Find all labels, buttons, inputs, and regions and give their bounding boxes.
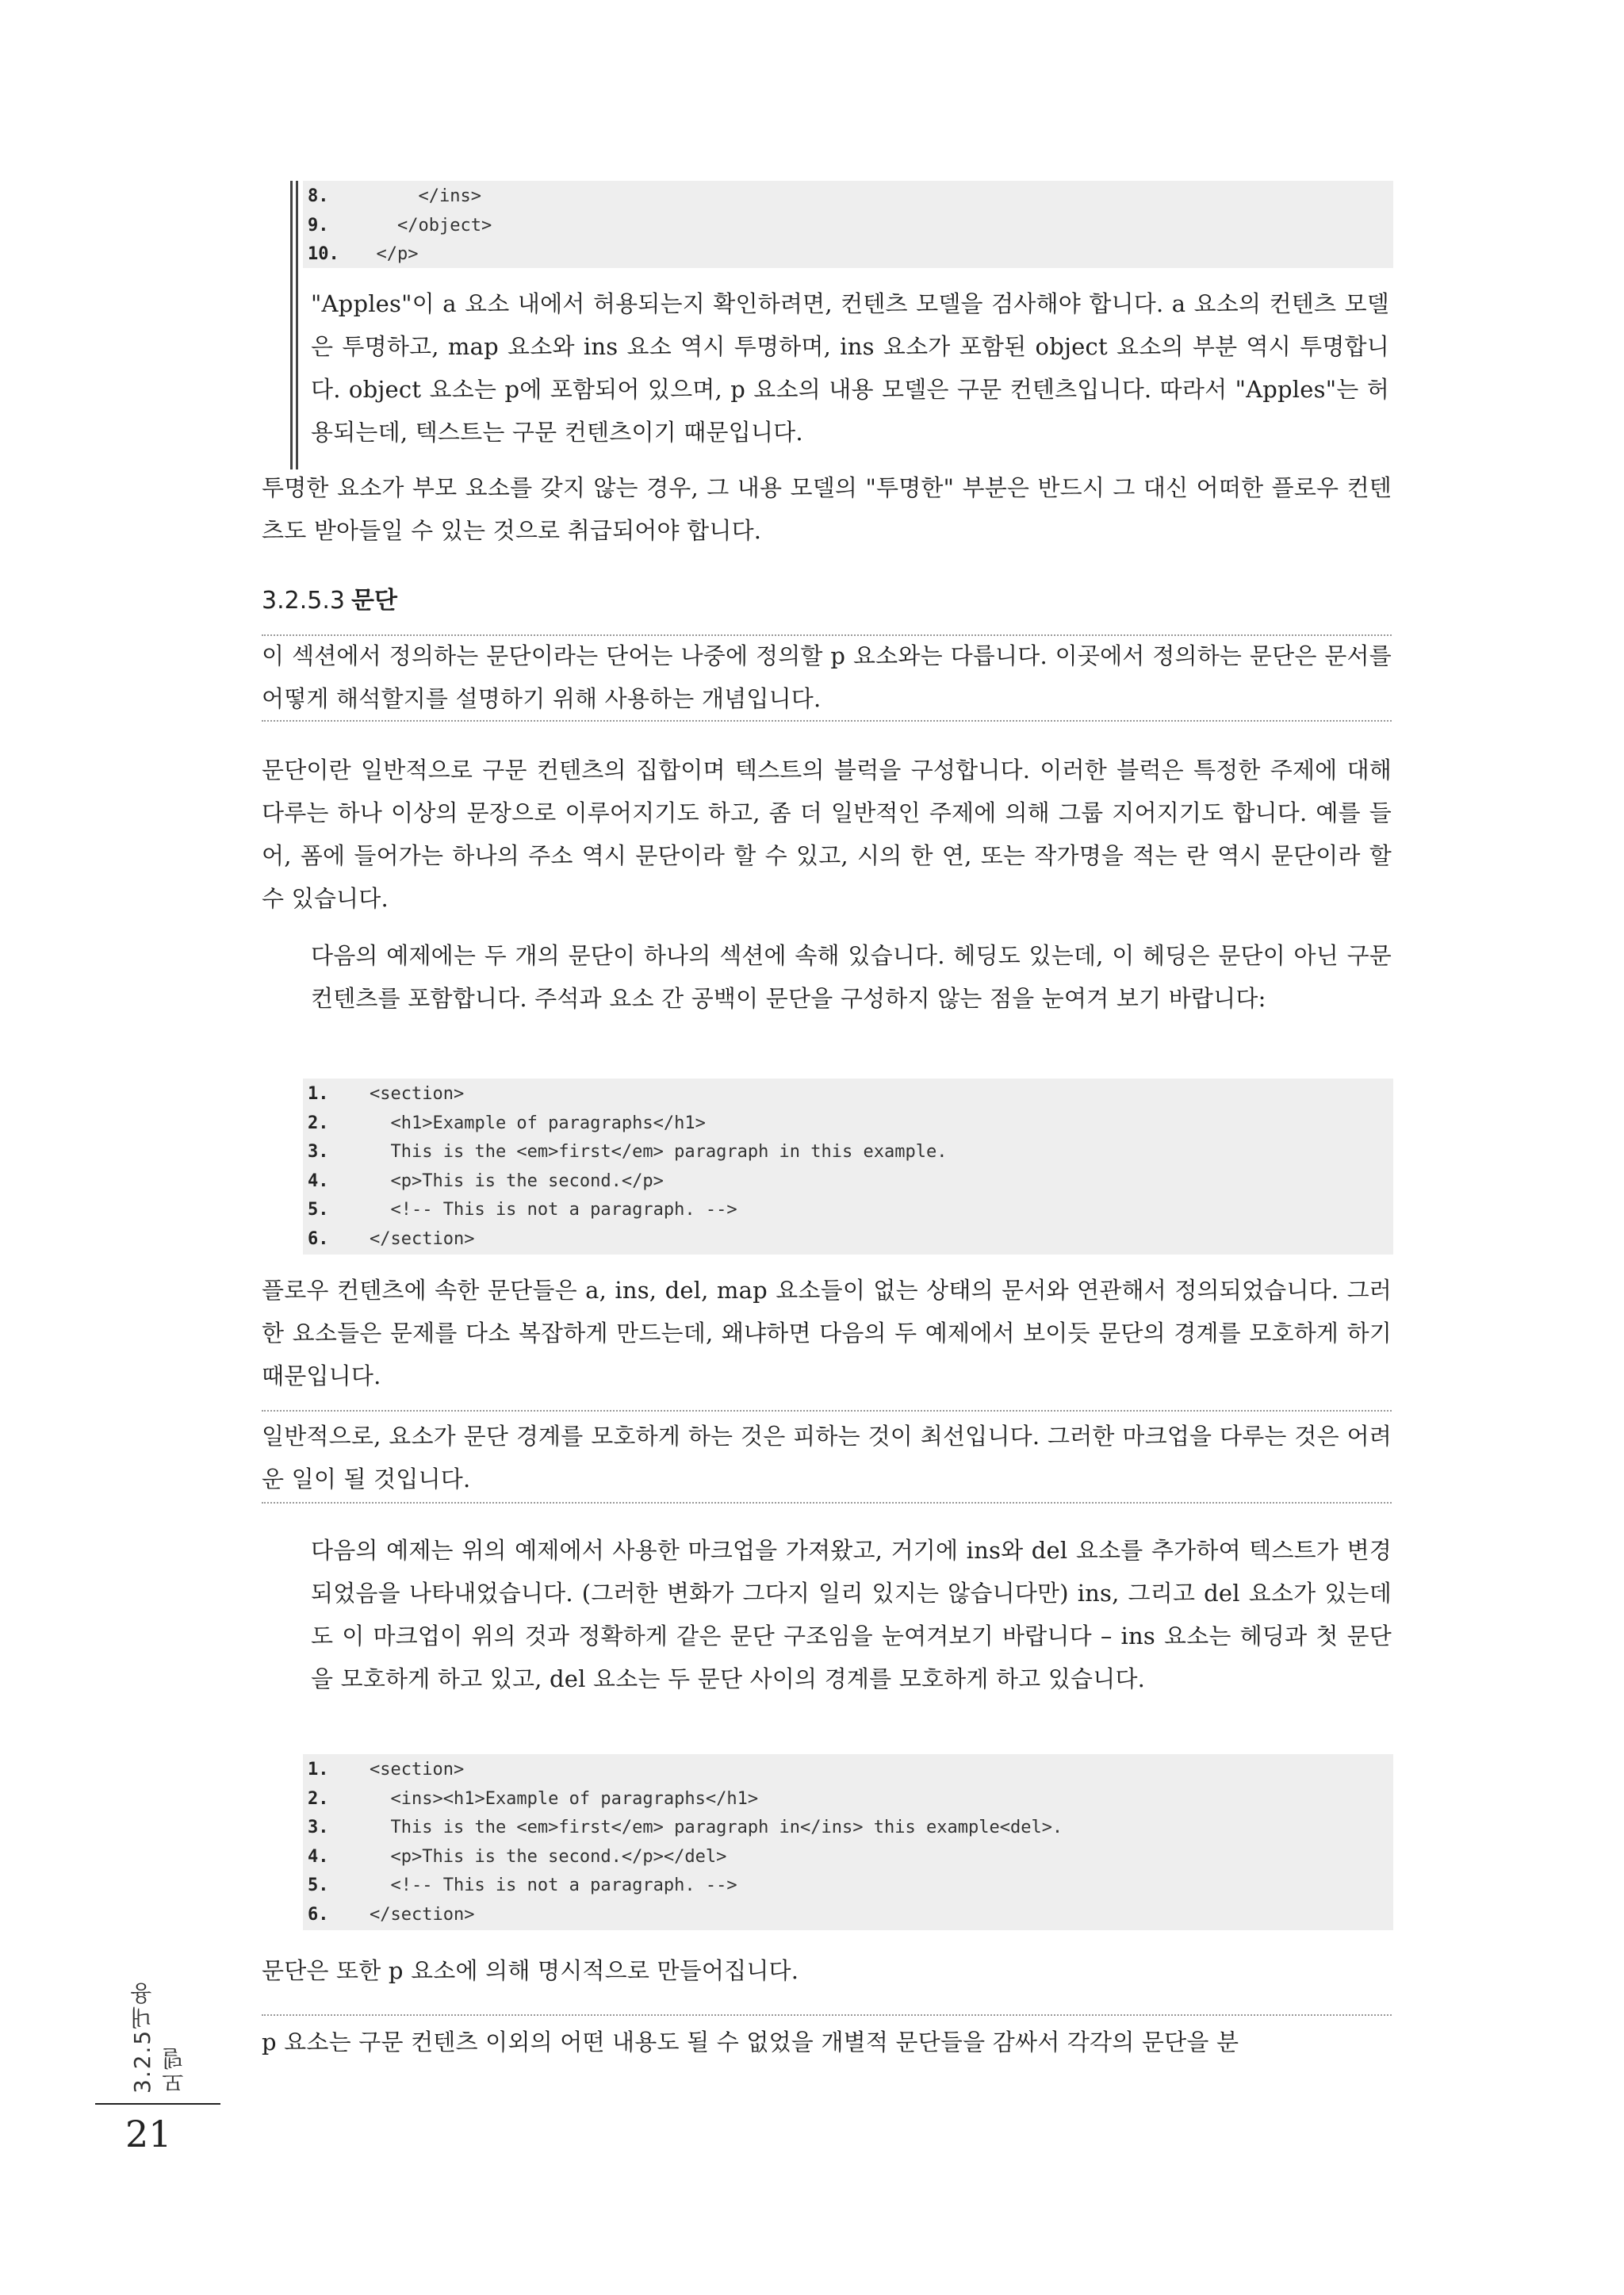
code-line: 2. <ins><h1>Example of paragraphs</h1> [308,1788,759,1809]
section-heading [262,580,397,615]
code-line: 2. <h1>Example of paragraphs</h1> [308,1113,706,1133]
paragraph-flow: 플로우 컨텐츠에 속한 문단들은 a, ins, del, map 요소들이 없는 상태의 문서와 연관해서 정의되었습니다. 그러한 요소들은 문제를 다소 복잡하게 만드는데, 왜냐하면 다음의 두 예제에서 보이듯 문단의 경계를 모호하게 하기 때문입니다. [262,1277,1392,1389]
example-intro-2: 다음의 예제는 위의 예제에서 사용한 마크업을 가져왔고, 거기에 ins와 del 요소를 추가하여 텍스트가 변경되었음을 나타내었습니다. (그러한 변화가 그다지 일리 있지는 않습니다만) ins, 그리고 del 요소가 있는데도 이 마크업이 위의 것과 정확하게 같은 문단 구조임을 눈여겨보기 바랍니다 – ins 요소는 헤딩과 첫 문단을 모호하게 하고 있고, del 요소는 두 문단 사이의 경계를 모호하게 하고 있습니다. [311,1537,1392,1692]
quote-bar-right [296,181,298,469]
code-line: 6. </section> [308,1904,475,1925]
code-block-2 [303,1079,1393,1255]
chapter-side-label: 3.2.5내용 모델 [129,1981,187,2094]
boxed-note-1-text: 이 섹션에서 정의하는 문단이라는 단어는 나중에 정의할 p 요소와는 다릅니다. 이곳에서 정의하는 문단은 문서를 어떻게 해석할지를 설명하기 위해 사용하는 개념입니다. [262,642,1392,712]
quote-bar-left [290,181,293,469]
code-line: 5. <!-- This is not a paragraph. --> [308,1200,737,1220]
paragraph-explicit: 문단은 또한 p 요소에 의해 명시적으로 만들어집니다. [262,1957,799,1984]
code-line: 1. <section> [308,1084,465,1104]
note-paragraph: "Apples"이 a 요소 내에서 허용되는지 확인하려면, 컨텐츠 모델을 검사해야 합니다. a 요소의 컨텐츠 모델은 투명하고, map 요소와 ins 요소 역시 투명하며, ins 요소가 포함된 object 요소의 부분 역시 투명합니다. object 요소는 p에 포함되어 있으며, p 요소의 내용 모델은 구문 컨텐츠입니다. 따라서 "Apples"는 허용되는데, 텍스트는 구문 컨텐츠이기 때문입니다. [311,290,1389,446]
boxed-note-2-text: 일반적으로, 요소가 문단 경계를 모호하게 하는 것은 피하는 것이 최선입니다. 그러한 마크업을 다루는 것은 어려운 일이 될 것입니다. [262,1423,1392,1492]
code-line: 8. </ins> [308,186,481,206]
example-intro-1: 다음의 예제에는 두 개의 문단이 하나의 섹션에 속해 있습니다. 헤딩도 있는데, 이 헤딩은 문단이 아닌 구문 컨텐츠를 포함합니다. 주석과 요소 간 공백이 문단을 구성하지 않는 점을 눈여겨 보기 바랍니다: [311,942,1392,1012]
page-number: 21 [125,2113,172,2155]
paragraph-transparent: 투명한 요소가 부모 요소를 갖지 않는 경우, 그 내용 모델의 "투명한" 부분은 반드시 그 대신 어떠한 플로우 컨텐츠도 받아들일 수 있는 것으로 취급되어야 합니다. [262,474,1392,544]
paragraph-definition: 문단이란 일반적으로 구문 컨텐츠의 집합이며 텍스트의 블럭을 구성합니다. 이러한 블럭은 특정한 주제에 대해 다루는 하나 이상의 문장으로 이루어지기도 하고, 좀 더 일반적인 주제에 의해 그룹 지어지기도 합니다. 예를 들어, 폼에 들어가는 하나의 주소 역시 문단이라 할 수 있고, 시의 한 연, 또는 작가명을 적는 란 역시 문단이라 할 수 있습니다. [262,757,1392,912]
code-line: 3. This is the <em>first</em> paragraph in this example. [308,1142,948,1162]
code-block-3 [303,1754,1393,1930]
footer-rule [95,2103,220,2105]
code-line: 4. <p>This is the second.</p> [308,1170,664,1191]
code-line: 3. This is the <em>first</em> paragraph in</ins> this example<del>. [308,1818,1063,1837]
code-line: 5. <!-- This is not a paragraph. --> [308,1875,737,1895]
code-block-1 [303,181,1393,268]
code-line: 6. </section> [308,1228,475,1249]
code-line: 4. <p>This is the second.</p></del> [308,1846,727,1867]
code-line: 1. <section> [308,1760,465,1780]
section-title: 문단 [350,587,397,615]
section-number: 3.2.5.3 [262,587,345,615]
code-line: 9. </object> [308,215,492,236]
code-line: 10. </p> [308,244,419,264]
boxed-note-3-text: p 요소는 구문 컨텐츠 이외의 어떤 내용도 될 수 없었을 개별적 문단들을 감싸서 각각의 문단을 분 [262,2029,1239,2056]
